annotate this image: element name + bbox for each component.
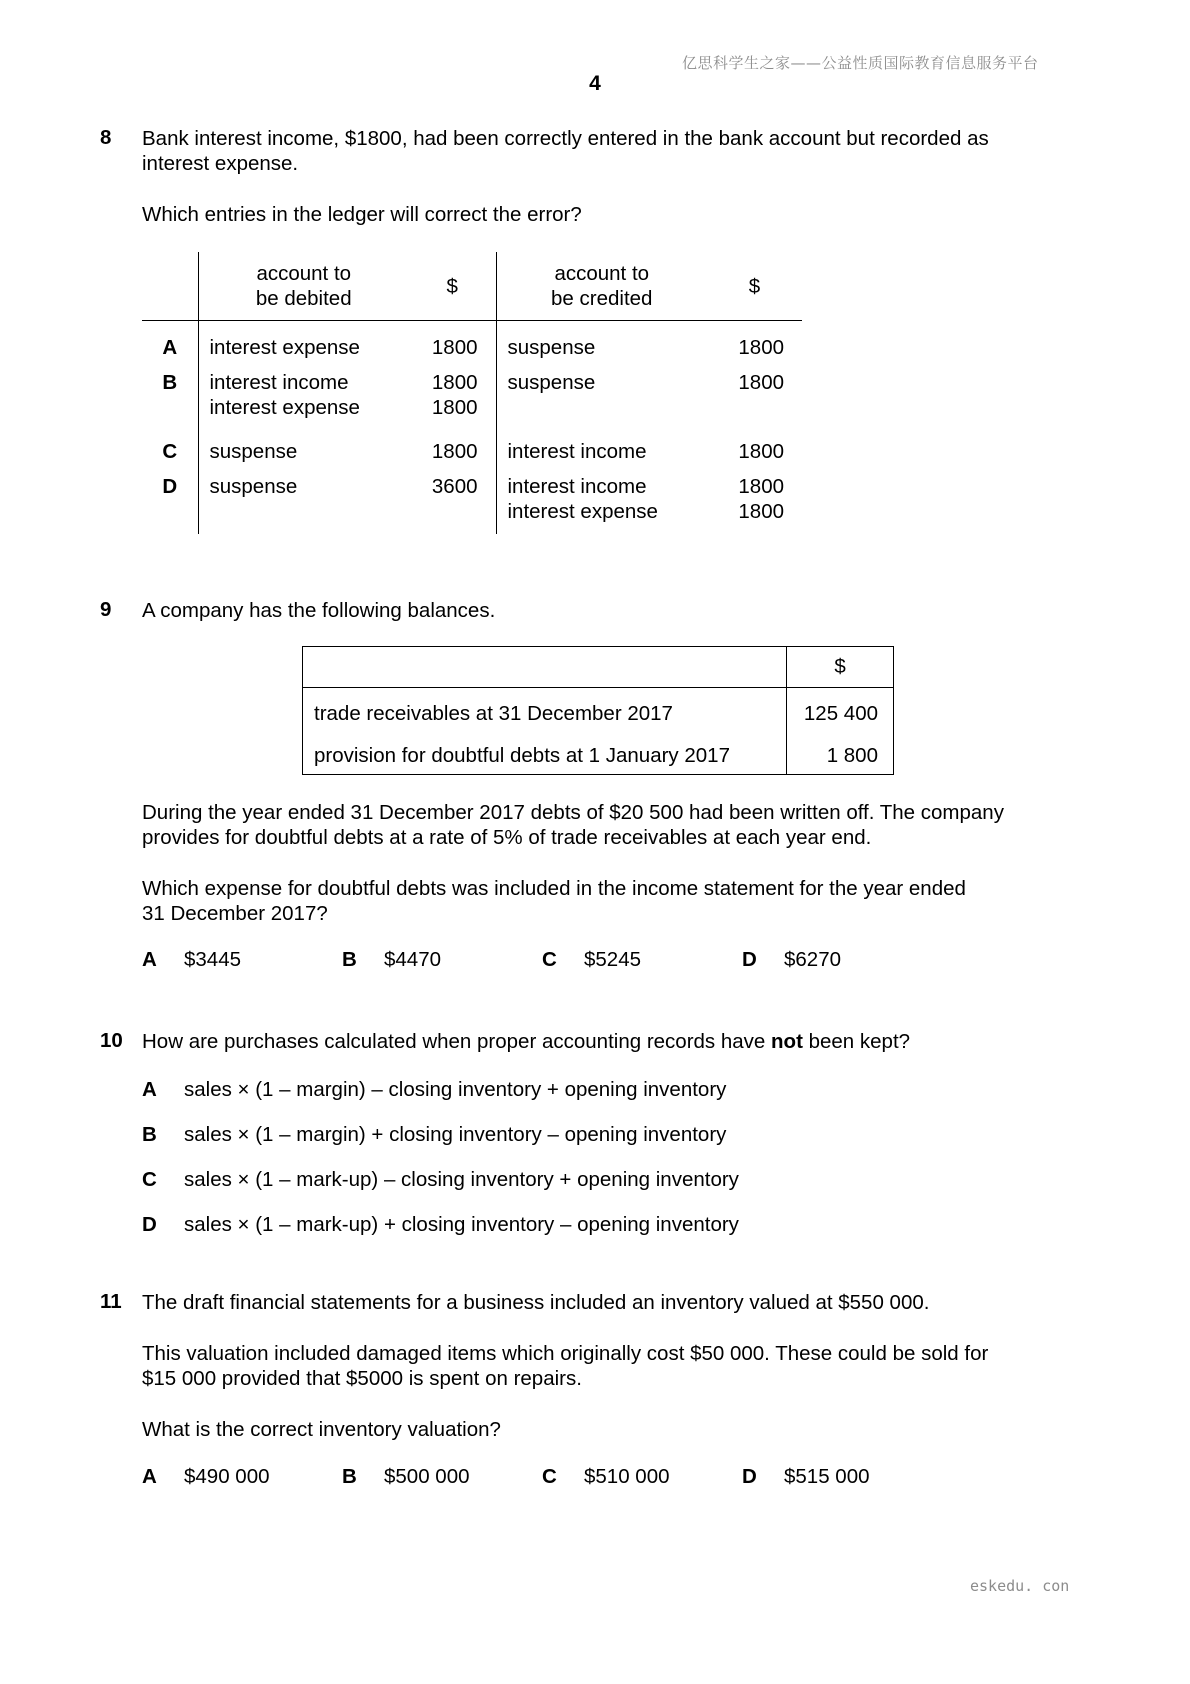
question-10-option-a-label[interactable]: A <box>142 1078 157 1101</box>
credit-amount-line: 1800 <box>738 500 784 523</box>
question-10-stem-end: been kept? <box>802 1030 911 1053</box>
row-letter: A <box>162 336 178 359</box>
debit-account: suspense <box>198 420 409 464</box>
question-8-prompt: Which entries in the ledger will correct the error? <box>142 203 582 226</box>
debit-header-line2: be debited <box>255 287 352 310</box>
debit-amount <box>409 360 496 420</box>
question-11-option-d-text[interactable]: $515 000 <box>784 1465 870 1488</box>
question-9-paragraph-1 <box>142 800 1097 850</box>
table-row <box>303 688 894 732</box>
debit-account: suspense <box>198 464 409 534</box>
debit-amount: 3600 <box>431 475 478 498</box>
debit-account-line: interest expense <box>209 396 360 419</box>
question-9-balances-table <box>302 646 894 775</box>
credit-amount: 1800 <box>738 371 784 394</box>
question-9-paragraph-2 <box>142 876 1097 926</box>
row-letter: B <box>162 371 178 394</box>
table-row <box>142 360 802 420</box>
question-11-option-a-label[interactable]: A <box>142 1465 157 1488</box>
debit-account <box>198 360 409 420</box>
credit-account: suspense <box>496 360 707 420</box>
debit-account-line: interest income <box>209 371 349 394</box>
question-9-option-b-label[interactable]: B <box>342 948 357 971</box>
question-9-paragraph-2-line1: Which expense for doubtful debts was included in the income statement for the year ended <box>142 877 966 900</box>
question-10-option-c-text[interactable]: sales × (1 – mark-up) – closing inventory + opening inventory <box>184 1168 739 1191</box>
credit-account-header <box>496 252 707 321</box>
question-10-stem <box>142 1029 1097 1054</box>
question-8-ledger-table <box>142 252 802 534</box>
question-11-prompt: What is the correct inventory valuation? <box>142 1418 501 1441</box>
question-11-option-c-text[interactable]: $510 000 <box>584 1465 670 1488</box>
letter-header <box>142 252 198 321</box>
credit-header-line1: account to <box>554 262 650 285</box>
credit-account: interest income <box>496 420 707 464</box>
question-9-stem: A company has the following balances. <box>142 599 496 622</box>
question-8-number: 8 <box>100 126 112 149</box>
question-11-option-a-text[interactable]: $490 000 <box>184 1465 270 1488</box>
balance-label: trade receivables at 31 December 2017 <box>314 701 673 725</box>
credit-amount <box>707 464 802 534</box>
question-11-option-b-text[interactable]: $500 000 <box>384 1465 470 1488</box>
question-10-option-c-label[interactable]: C <box>142 1168 157 1191</box>
credit-account: suspense <box>496 321 707 361</box>
question-10-option-a-text[interactable]: sales × (1 – margin) – closing inventory + opening inventory <box>184 1078 727 1101</box>
question-10-option-b-label[interactable]: B <box>142 1123 157 1146</box>
question-9-number: 9 <box>100 598 112 621</box>
credit-header-line2: be credited <box>551 287 653 310</box>
question-9-option-b-text[interactable]: $4470 <box>384 948 442 971</box>
question-11-option-c-label[interactable]: C <box>542 1465 557 1488</box>
credit-account-line: interest income <box>507 475 647 498</box>
question-11-option-d-label[interactable]: D <box>742 1465 757 1488</box>
balance-label: provision for doubtful debts at 1 January 2017 <box>314 744 730 767</box>
debit-dollar-header: $ <box>446 274 458 298</box>
question-11-stem: The draft financial statements for a business included an inventory valued at $550 000. <box>142 1291 930 1314</box>
header-watermark: 亿思科学生之家——公益性质国际教育信息服务平台 <box>682 54 1039 72</box>
credit-account-line: interest expense <box>507 500 658 523</box>
question-11-paragraph-1-line2: $15 000 provided that $5000 is spent on repairs. <box>142 1367 582 1390</box>
row-letter: C <box>162 440 178 463</box>
debit-amount: 1800 <box>431 336 478 359</box>
question-10-option-d-label[interactable]: D <box>142 1213 157 1236</box>
balance-value: 1 800 <box>787 732 894 775</box>
question-10-stem-emphasis: not <box>771 1030 803 1053</box>
question-10-option-b-text[interactable]: sales × (1 – margin) + closing inventory – opening inventory <box>184 1123 727 1146</box>
question-9-option-a-label[interactable]: A <box>142 948 157 971</box>
question-9-paragraph-1-line2: provides for doubtful debts at a rate of 5% of trade receivables at each year end. <box>142 826 872 849</box>
question-11-option-b-label[interactable]: B <box>342 1465 357 1488</box>
question-10-number: 10 <box>100 1029 123 1052</box>
debit-amount-line: 1800 <box>431 371 478 394</box>
debit-account-header <box>198 252 409 321</box>
question-11-paragraph-1-line1: This valuation included damaged items which originally cost $50 000. These could be sold for <box>142 1342 989 1365</box>
question-9-option-a-text[interactable]: $3445 <box>184 948 242 971</box>
credit-amount: 1800 <box>738 440 784 463</box>
credit-amount-line: 1800 <box>738 475 784 498</box>
question-9-option-d-label[interactable]: D <box>742 948 757 971</box>
credit-dollar-header: $ <box>748 274 761 298</box>
question-9-option-c-label[interactable]: C <box>542 948 557 971</box>
balance-value: 125 400 <box>787 688 894 732</box>
table-row <box>142 464 802 534</box>
question-9-option-c-text[interactable]: $5245 <box>584 948 642 971</box>
question-8-stem-line1: Bank interest income, $1800, had been correctly entered in the bank account but recorded as <box>142 127 989 150</box>
question-11-number: 11 <box>100 1290 122 1313</box>
table-row <box>142 420 802 464</box>
debit-account: interest expense <box>198 321 409 361</box>
question-11-paragraph-1 <box>142 1341 1097 1391</box>
balances-label-header <box>303 647 787 688</box>
question-9-paragraph-1-line1: During the year ended 31 December 2017 debts of $20 500 had been written off. The company <box>142 801 1004 824</box>
footer-watermark: eskedu. con <box>970 1577 1070 1595</box>
question-10-option-d-text[interactable]: sales × (1 – mark-up) + closing inventory – opening inventory <box>184 1213 739 1236</box>
question-10-stem-start: How are purchases calculated when proper accounting records have <box>142 1030 772 1053</box>
row-letter: D <box>162 475 178 498</box>
table-row <box>142 321 802 361</box>
credit-account <box>496 464 707 534</box>
balances-dollar-header: $ <box>787 647 894 688</box>
credit-amount: 1800 <box>738 336 784 359</box>
page-number: 4 <box>589 72 601 95</box>
question-9-paragraph-2-line2: 31 December 2017? <box>142 902 328 925</box>
question-8-stem <box>142 126 1097 176</box>
question-9-option-d-text[interactable]: $6270 <box>784 948 842 971</box>
question-8-stem-line2: interest expense. <box>142 152 299 175</box>
debit-header-line1: account to <box>256 262 352 285</box>
debit-amount: 1800 <box>431 440 478 463</box>
debit-amount-line: 1800 <box>431 396 478 419</box>
table-row <box>303 732 894 775</box>
